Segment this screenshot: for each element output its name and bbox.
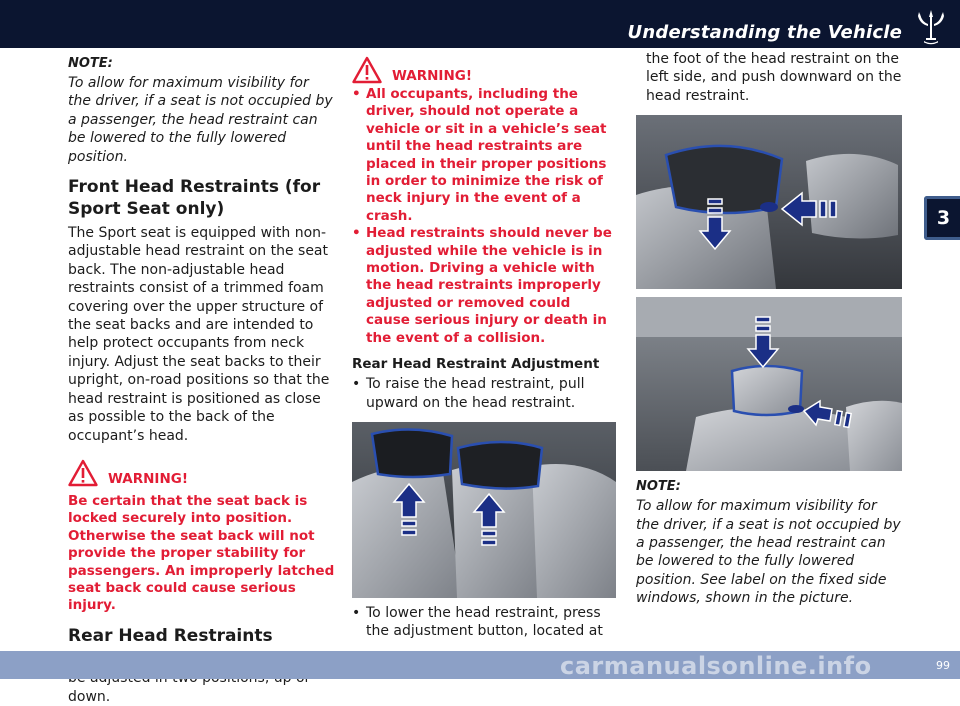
head-restraint-button-photo [636,115,902,289]
warning-icon [352,56,382,84]
warning-item: • All occupants, including the driver, should not operate a vehicle or sit in a vehicle’s seat until the head restraints are placed in their proper positions in order to minimize the risk of neck injury in the event of a crash. [352,86,616,225]
note-text: To allow for maximum visibility for the driver, if a seat is not occupied by a passenger, the head restraint can be lowered to the fully lowered position. See label on the fixed side windows, shown in the picture. [636,498,901,607]
chapter-tab[interactable]: 3 [924,196,960,240]
note-label: NOTE: [68,56,113,71]
warning-header [352,56,616,84]
rear-seats-raise-photo [352,422,616,598]
lower-instructions-continued: the foot of the head restraint on the left side, and push downward on the head restraint. [646,51,902,104]
trident-icon [914,8,948,46]
front-head-restraints-heading: Front Head Restraints (for Sport Seat only) [68,177,321,220]
warning-label: WARNING! [108,470,188,487]
note-text: To allow for maximum visibility for the driver, if a seat is not occupied by a passenger, the head restraint can be lowered to the fully lowered position. [68,75,333,165]
column-middle [352,56,616,641]
warning-list [352,86,616,347]
rear-adjustment-heading: Rear Head Restraint Adjustment [352,356,600,373]
column-right [636,50,902,608]
warning-label: WARNING! [392,68,472,84]
lower-instructions [352,604,616,641]
section-title: Understanding the Vehicle [627,22,902,43]
raise-step: • To raise the head restraint, pull upward on the head restraint. [352,375,616,412]
front-head-restraints-text: The Sport seat is equipped with non-adjustable head restraint on the seat back. The non-adjustable head restraints consist of a trimmed foam covering over the upper structure of the seat backs and are intended to help protect occupants from neck injury. Adjust the seat backs to their upright, on-road positions so that the head restraint is positioned as close as possible to the back of the occupant’s head. [68,225,330,444]
warning-header [68,459,336,487]
warning-item: • Head restraints should never be adjusted while the vehicle is in motion. Driving a vehicle with the head restraints improperly adjusted or removed could cause serious injury or death in the event of a collision. [352,225,616,347]
lower-step: • To lower the head restraint, press the adjustment button, located at [352,604,616,641]
rear-head-restraints-heading: Rear Head Restraints [68,625,273,646]
warning-icon [68,459,98,487]
raise-instructions [352,375,616,412]
page-number: 99 [936,659,950,672]
header-bar [0,0,960,48]
rear-head-restraints-text: down. [68,688,111,705]
rear-seat-lower-photo [636,297,902,471]
note-label: NOTE: [636,479,681,495]
column-left [68,56,336,706]
warning-text: Be certain that the seat back is locked securely into position. Otherwise the seat back will not provide the proper stability for passengers. An improperly latched seat back could cause serious injury. [68,492,335,614]
watermark: carmanualsonline.info [560,652,872,680]
